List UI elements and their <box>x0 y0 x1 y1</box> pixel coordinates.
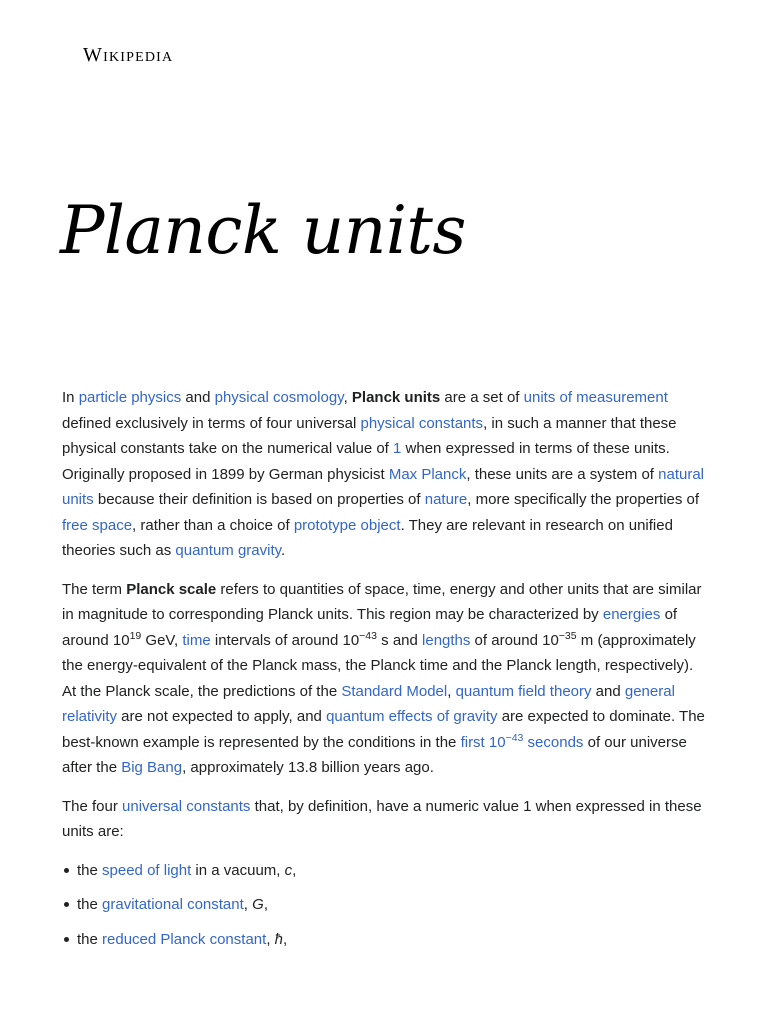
text: , these units are a system of <box>466 465 659 483</box>
text: refers to quantities of space, time, energy and other units that are similar in magnitude to corresponding Planck units. This region may be characterized by <box>62 580 702 623</box>
text: are not expected to apply, and <box>117 708 327 725</box>
link-quantum-field-theory[interactable]: quantum field theory <box>455 682 592 700</box>
link-energies[interactable]: energies <box>602 606 661 623</box>
text: The four <box>62 797 123 815</box>
text: , <box>283 930 288 948</box>
text: the <box>77 861 103 879</box>
text: In <box>62 389 79 406</box>
link-nature[interactable]: nature <box>424 491 468 508</box>
link-free-space[interactable]: free space <box>62 516 133 534</box>
link-universal-constants[interactable]: universal constants <box>122 797 251 815</box>
list-item <box>62 927 710 953</box>
text: , <box>343 389 352 406</box>
text: that, by definition, have a numeric value 1 when expressed in these units are: <box>62 797 702 840</box>
text: , <box>243 896 253 913</box>
wikipedia-logo[interactable]: Wikipedia <box>83 44 174 66</box>
text: s and <box>376 631 423 649</box>
list-item <box>62 892 710 918</box>
bullet-icon <box>64 868 69 873</box>
link-time[interactable]: time <box>182 631 211 649</box>
link-natural-units[interactable]: natural units <box>62 465 705 508</box>
text: because their definition is based on properties of <box>93 491 425 508</box>
text: , <box>447 682 456 700</box>
link-particle-physics[interactable]: particle physics <box>78 389 182 406</box>
link-lengths[interactable]: lengths <box>422 631 471 649</box>
bullet-icon <box>64 902 69 907</box>
text: , more specifically the properties of <box>467 491 700 508</box>
text: and <box>591 682 625 700</box>
text: defined exclusively in terms of four universal <box>62 414 361 432</box>
link-units-of-measurement[interactable]: units of measurement <box>523 389 668 406</box>
symbol: c <box>284 861 293 879</box>
link-big-bang[interactable]: Big Bang <box>121 759 183 776</box>
text: of around 10 <box>62 606 678 649</box>
link-physical-constants[interactable]: physical constants <box>360 414 484 432</box>
link-text: seconds <box>523 733 584 751</box>
link-text: first 10 <box>460 733 506 751</box>
bullet-icon <box>64 937 69 942</box>
text: The term <box>62 580 127 598</box>
text: of around 10 <box>470 631 559 649</box>
text: the <box>77 930 103 948</box>
text: and <box>181 389 215 406</box>
superscript: −35 <box>558 629 577 642</box>
text: , <box>292 861 297 879</box>
text: GeV, <box>141 631 183 649</box>
page-title: Planck units <box>60 192 466 269</box>
text: m (approximately the energy-equivalent of the Planck mass, the Planck time and the Planck length, respectively). At the Planck scale, the predictions of the <box>62 631 696 700</box>
bold-term: Planck units <box>351 389 441 406</box>
text: are expected to dominate. The best-known example is represented by the conditions in the <box>62 708 705 751</box>
symbol: ħ <box>274 930 283 948</box>
bold-term: Planck scale <box>126 580 217 598</box>
constants-list <box>62 858 710 953</box>
text: of our universe after the <box>62 733 687 776</box>
link-first-seconds[interactable] <box>460 731 584 751</box>
planck-scale-paragraph <box>62 577 710 781</box>
text: in a vacuum, <box>191 861 285 879</box>
symbol: G <box>252 896 264 913</box>
text: , in such a manner that these physical constants take on the numerical value of <box>62 414 677 457</box>
list-item <box>62 858 710 884</box>
link-prototype-object[interactable]: prototype object <box>293 516 401 534</box>
superscript: −43 <box>505 731 524 744</box>
link-standard-model[interactable]: Standard Model <box>341 682 448 700</box>
superscript: 19 <box>129 629 142 642</box>
link-physical-cosmology[interactable]: physical cosmology <box>214 389 344 406</box>
intro-paragraph <box>62 385 710 564</box>
link-general-relativity[interactable]: general relativity <box>62 682 675 725</box>
link-1[interactable]: 1 <box>393 440 402 457</box>
link-gravitational-constant[interactable]: gravitational constant <box>102 896 244 913</box>
text: intervals of around 10 <box>210 631 360 649</box>
text: . <box>281 542 286 559</box>
link-speed-of-light[interactable]: speed of light <box>102 861 192 879</box>
text: when expressed in terms of these units. Originally proposed in 1899 by German physicist <box>62 440 670 483</box>
link-quantum-effects-of-gravity[interactable]: quantum effects of gravity <box>326 708 498 725</box>
text: the <box>77 896 103 913</box>
text: , <box>263 896 268 913</box>
superscript: −43 <box>359 629 377 642</box>
text: , approximately 13.8 billion years ago. <box>182 759 434 776</box>
constants-intro-paragraph <box>62 794 710 845</box>
link-max-planck[interactable]: Max Planck <box>388 465 467 483</box>
text: , <box>266 930 275 948</box>
article-body <box>62 385 710 961</box>
text: , rather than a choice of <box>132 516 294 534</box>
link-quantum-gravity[interactable]: quantum gravity <box>175 542 282 559</box>
text: . They are relevant in research on unified theories such as <box>62 516 673 559</box>
text: are a set of <box>440 389 524 406</box>
link-reduced-planck-constant[interactable]: reduced Planck constant <box>102 930 267 948</box>
